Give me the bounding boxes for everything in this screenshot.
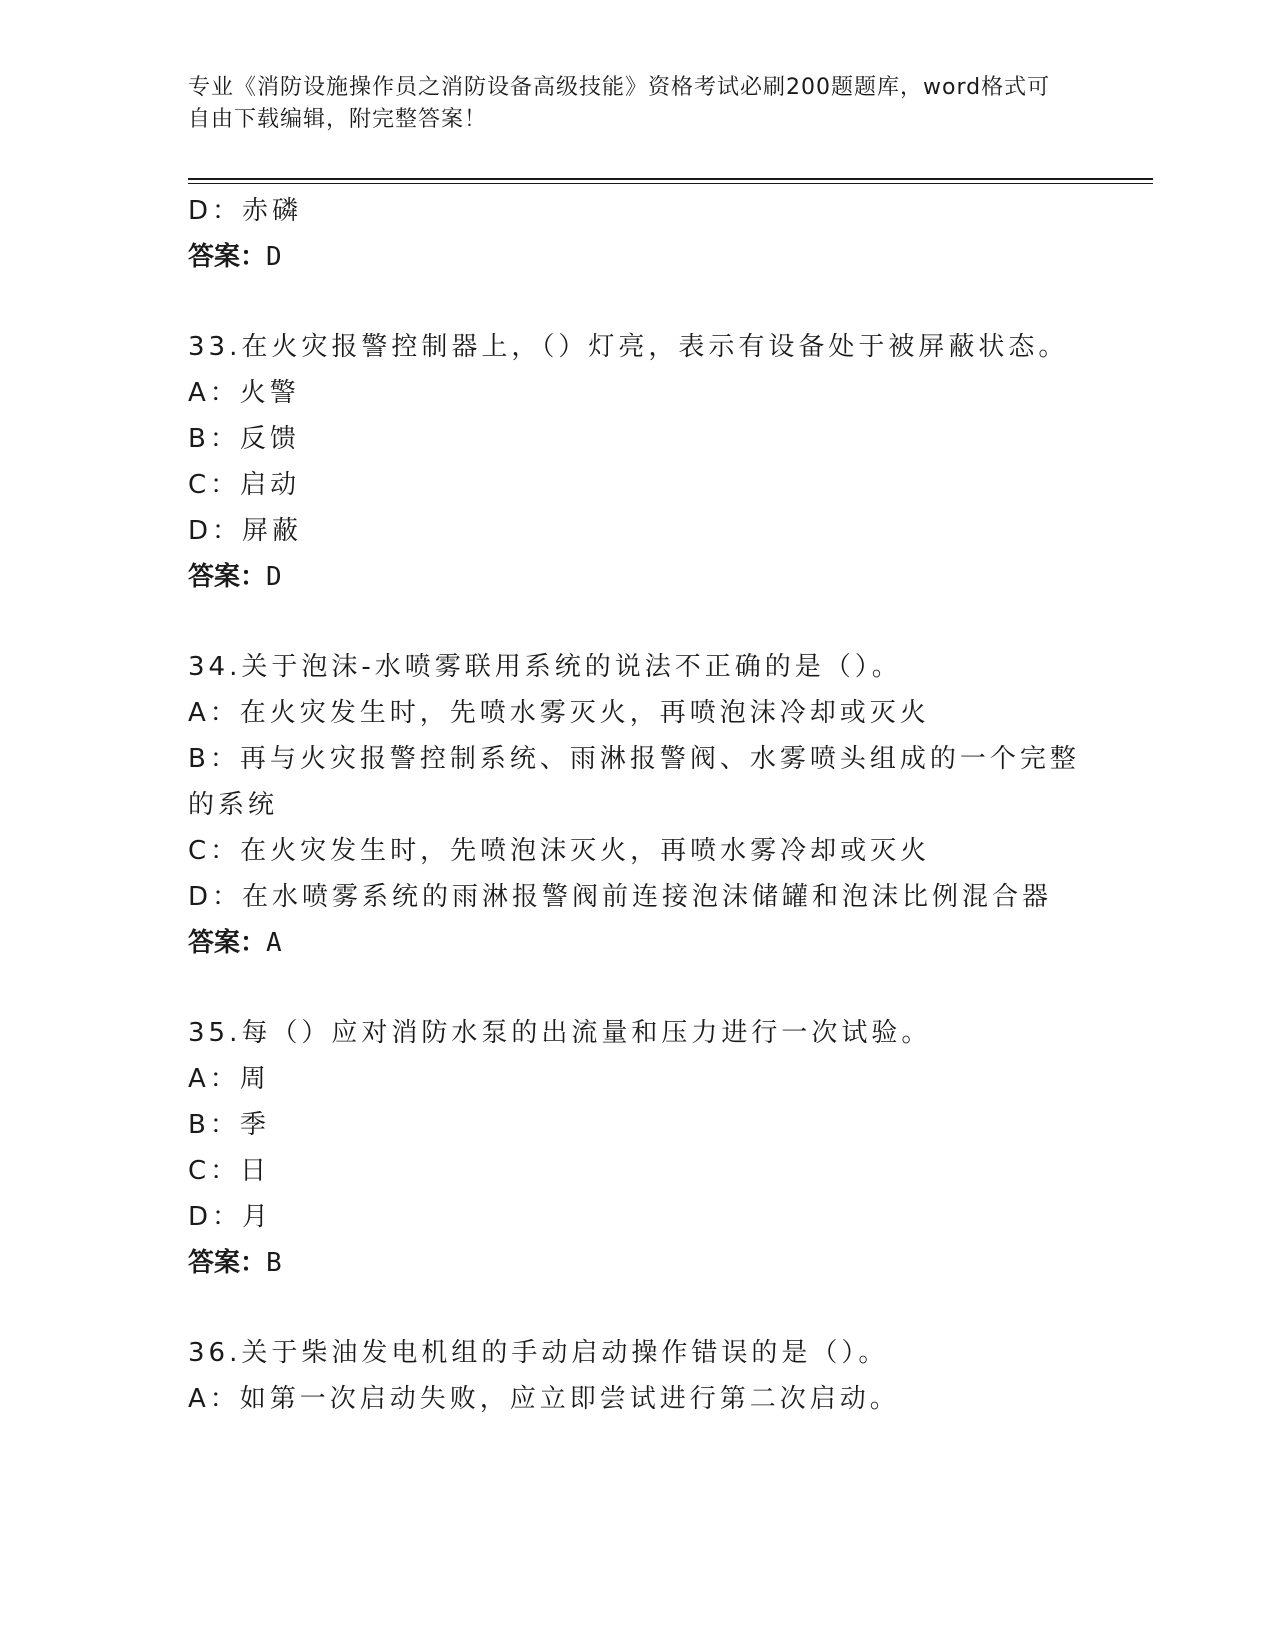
option-a: A：如第一次启动失败，应立即尝试进行第二次启动。 xyxy=(188,1384,900,1414)
option-b: B：季 xyxy=(188,1110,270,1140)
answer-label: 答案： xyxy=(188,242,267,272)
question-32-continued xyxy=(188,188,1088,280)
header-divider-thin xyxy=(188,183,1153,184)
option-a: A：周 xyxy=(188,1064,270,1094)
question-list xyxy=(188,188,1088,1422)
option-a: A：火警 xyxy=(188,378,300,408)
option-d: D：月 xyxy=(188,1202,273,1232)
answer-label: 答案： xyxy=(188,1248,267,1278)
answer-value: D xyxy=(266,242,282,272)
answer-label: 答案： xyxy=(188,562,267,592)
question-36 xyxy=(188,1330,1088,1422)
question-stem: 33.在火灾报警控制器上，（）灯亮，表示有设备处于被屏蔽状态。 xyxy=(188,332,1069,362)
question-35 xyxy=(188,1010,1088,1286)
question-stem: 35.每（）应对消防水泵的出流量和压力进行一次试验。 xyxy=(188,1018,932,1048)
question-33 xyxy=(188,324,1088,600)
question-stem: 34.关于泡沫-水喷雾联用系统的说法不正确的是（）。 xyxy=(188,652,902,682)
question-spacer xyxy=(188,966,1088,1010)
answer-value: A xyxy=(266,928,282,958)
answer-label: 答案： xyxy=(188,928,267,958)
question-34 xyxy=(188,644,1088,966)
question-stem: 36.关于柴油发电机组的手动启动操作错误的是（）。 xyxy=(188,1338,889,1368)
answer-value: D xyxy=(266,562,282,592)
question-spacer xyxy=(188,600,1088,644)
option-d: D：在水喷雾系统的雨淋报警阀前连接泡沫储罐和泡沫比例混合器 xyxy=(188,882,1053,912)
option-d: D：赤磷 xyxy=(188,196,303,226)
page-header: 专业《消防设施操作员之消防设备高级技能》资格考试必刷200题题库，word格式可自由下载编辑，附完整答案！ xyxy=(188,75,1051,132)
answer-line xyxy=(188,554,1088,600)
header-divider-thick xyxy=(188,178,1153,180)
option-c: C：启动 xyxy=(188,470,301,500)
option-b: B：反馈 xyxy=(188,424,300,454)
option-c: C：在火灾发生时，先喷泡沫灭火，再喷水雾冷却或灭火 xyxy=(188,836,931,866)
option-a: A：在火灾发生时，先喷水雾灭火，再喷泡沫冷却或灭火 xyxy=(188,698,930,728)
answer-line xyxy=(188,1240,1088,1286)
option-c: C：日 xyxy=(188,1156,271,1186)
question-spacer xyxy=(188,1286,1088,1330)
answer-value: B xyxy=(266,1248,282,1278)
answer-line xyxy=(188,234,1088,280)
option-b: B：再与火灾报警控制系统、雨淋报警阀、水雾喷头组成的一个完整的系统 xyxy=(188,744,1080,820)
option-d: D：屏蔽 xyxy=(188,516,303,546)
answer-line xyxy=(188,920,1088,966)
question-spacer xyxy=(188,280,1088,324)
